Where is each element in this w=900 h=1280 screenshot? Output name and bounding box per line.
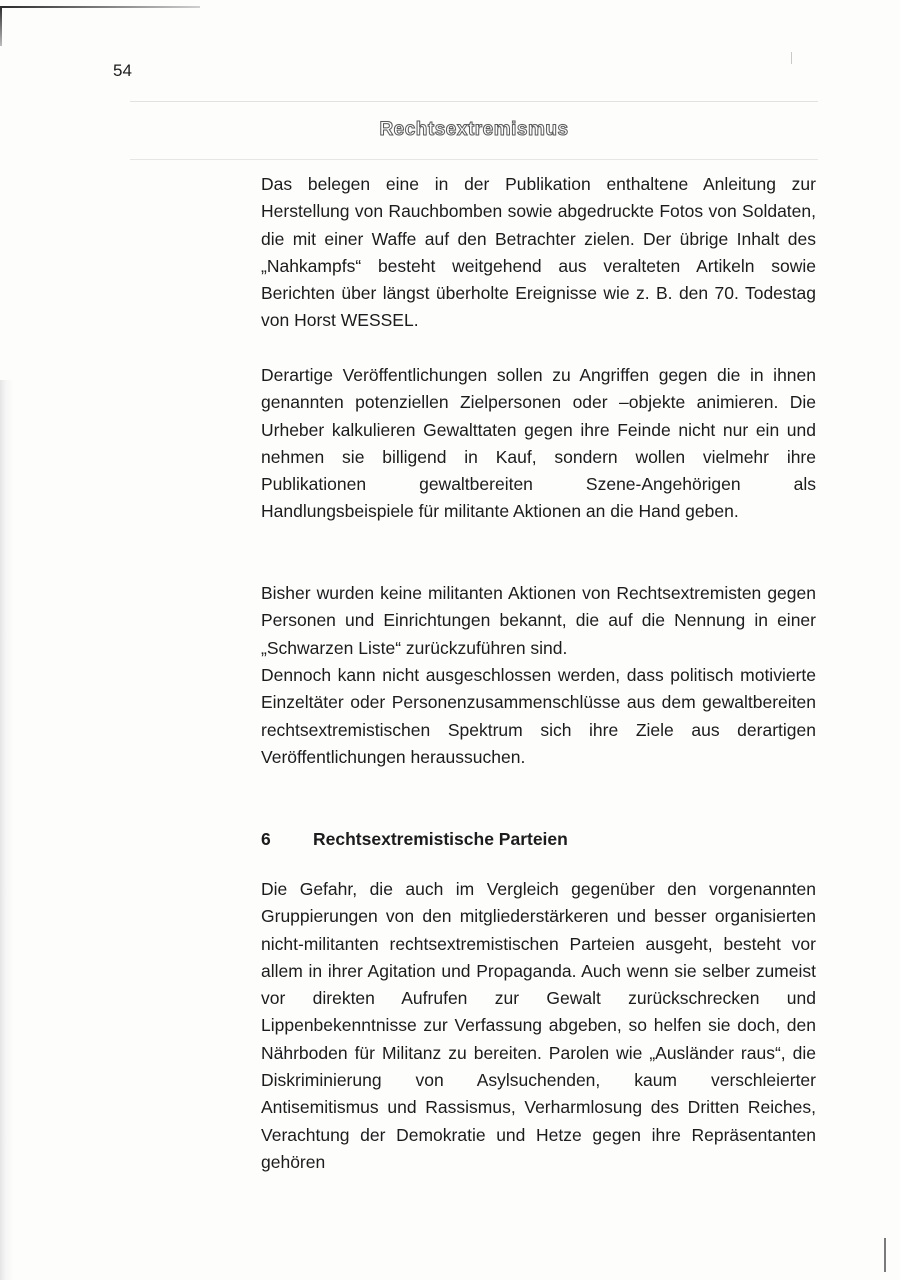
- paragraph-2: Derartige Veröffentlichungen sollen zu Angriffen gegen die in ihnen genannten potenziellen Zielpersonen oder –objekte animieren. Die Urheber kalkulieren Gewalttaten gegen ihre Feinde nicht nur ein und nehmen sie billigend in Kauf, sondern wollen vielmehr ihre Publikationen gewaltbereiten Szene-Angehörigen als Handlungsbeispiele für militante Aktionen an die Hand geben.: [261, 365, 816, 522]
- header-rule-bottom: [130, 159, 818, 160]
- header-rule-top: [130, 101, 818, 102]
- scan-binding-shadow: [0, 380, 14, 1280]
- section-title: Rechtsextremistische Parteien: [313, 829, 568, 849]
- paragraph-1: Das belegen eine in der Publikation enthaltene Anleitung zur Herstellung von Rauchbomben sowie abgedruckte Fotos von Soldaten, die mit einer Waffe auf den Betrachter zielen. Der übrige Inhalt des „Nahkampfs“ besteht weitgehend aus veralteten Artikeln sowie Berichten über längst überholte Ereignisse wie z. B. den 70. Todestag von Horst WESSEL.: [261, 174, 816, 331]
- paragraph-4: Dennoch kann nicht ausgeschlossen werden, dass politisch motivierte Einzeltäter oder Personenzusammenschlüsse aus dem gewaltbereiten rechtsextremistischen Spektrum sich ihre Ziele aus derartigen Veröffentlichungen heraussuchen.: [261, 665, 816, 767]
- section-number: 6: [261, 829, 271, 849]
- scan-edge-mark: [884, 1238, 886, 1272]
- page-number: 54: [113, 61, 132, 80]
- running-title: Rechtsextremismus: [379, 119, 569, 140]
- paragraph-3: Bisher wurden keine militanten Aktionen von Rechtsextremisten gegen Personen und Einrichtungen bekannt, die auf die Nennung in einer „Schwarzen Liste“ zurückzuführen sind.: [261, 583, 816, 658]
- running-header: [130, 101, 818, 161]
- section-heading: [261, 826, 816, 853]
- scan-mark: [791, 52, 792, 64]
- scan-edge-horizontal: [0, 6, 200, 8]
- paragraph-5: Die Gefahr, die auch im Vergleich gegenüber den vorgenannten Gruppierungen von den mitgliederstärkeren und besser organisierten nicht-militanten rechtsextremistischen Parteien ausgeht, besteht vor allem in ihrer Agitation und Propaganda. Auch wenn sie selber zumeist vor direkten Aufrufen zur Gewalt zurückschrecken und Lippenbekenntnisse zur Verfassung abgeben, so helfen sie doch, den Nährboden für Militanz zu bereiten. Parolen wie „Ausländer raus“, die Diskriminierung von Asylsuchenden, kaum verschleierter Antisemitismus und Rassismus, Verharmlosung des Dritten Reiches, Verachtung der Demokratie und Hetze gegen ihre Repräsentanten gehören: [261, 879, 816, 1172]
- scan-edge-vertical: [0, 6, 2, 46]
